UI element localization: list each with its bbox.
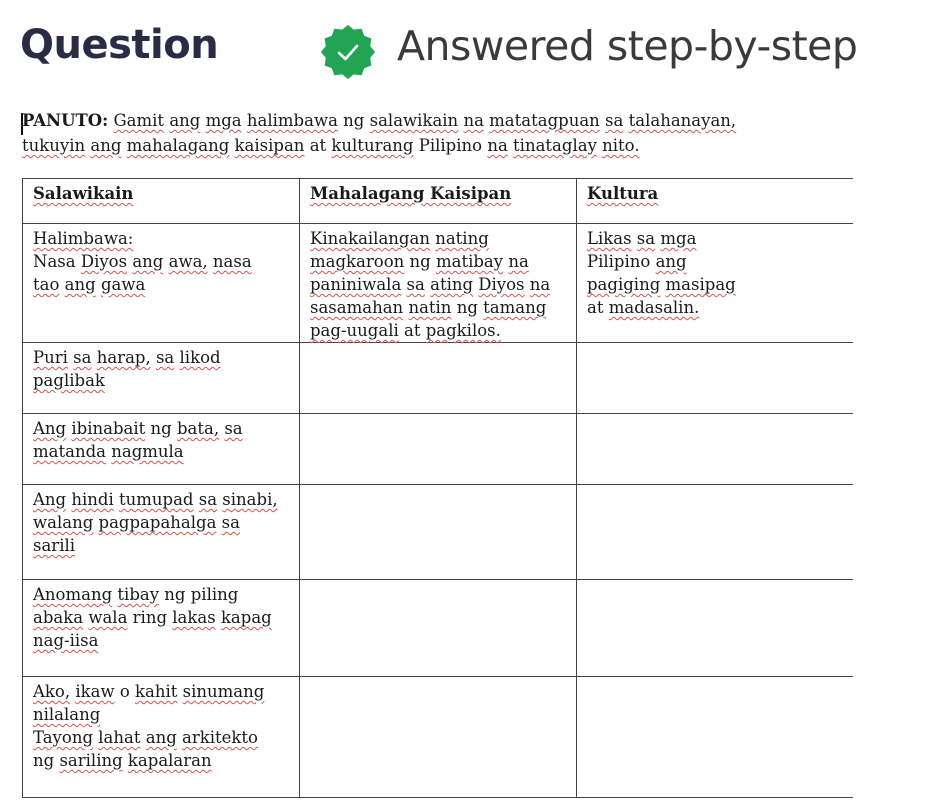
question-header <box>0 0 948 100</box>
word: wala <box>88 608 128 627</box>
example-kaisipan-cell <box>300 224 577 343</box>
example-row <box>23 224 853 343</box>
word: Gamit <box>113 111 165 130</box>
word: sa <box>73 348 92 367</box>
word: tamang <box>483 298 547 317</box>
word: ang <box>64 275 96 294</box>
word: madasalin. <box>608 298 700 317</box>
word: ring <box>132 608 168 627</box>
word: pagiging <box>587 275 661 294</box>
word: sa <box>155 348 175 367</box>
word: awa, <box>168 252 208 271</box>
table-row <box>23 677 853 798</box>
question-title: Question <box>20 22 219 68</box>
table-header-row <box>23 179 853 224</box>
text-line <box>310 273 566 296</box>
example-salawikain-cell <box>23 224 300 343</box>
example-kultura-cell <box>577 224 853 343</box>
word: Ang <box>33 490 67 509</box>
table-row <box>23 580 853 677</box>
text-line <box>33 726 289 749</box>
word: na <box>508 252 529 271</box>
word: ating <box>430 275 474 294</box>
word: na <box>463 111 484 130</box>
word: at <box>587 298 604 317</box>
word: paglibak <box>33 371 105 390</box>
word: sinumang <box>182 682 265 701</box>
word: nasa <box>212 252 252 271</box>
word: sa <box>605 111 624 130</box>
text-line <box>310 319 566 342</box>
word: ang <box>655 252 687 271</box>
salawikain-cell <box>23 580 300 677</box>
word: Diyos <box>80 252 128 271</box>
word: Diyos <box>478 275 525 294</box>
text-cursor <box>21 113 23 135</box>
word: matanda <box>33 442 106 461</box>
word: piling <box>190 585 239 604</box>
word: sarili <box>33 536 76 555</box>
text-line <box>33 250 289 273</box>
word: na <box>529 275 551 294</box>
word: sa <box>406 275 425 294</box>
word: ng <box>409 252 431 271</box>
word: Ako, <box>33 682 71 701</box>
word: hindi <box>71 490 114 509</box>
kultura-answer-cell[interactable] <box>577 677 853 798</box>
word: at <box>404 321 421 340</box>
word: mga <box>660 229 697 248</box>
salawikain-cell <box>23 485 300 580</box>
word: arkitekto <box>182 728 258 747</box>
word: kulturang <box>331 136 414 155</box>
kultura-answer-cell[interactable] <box>577 485 853 580</box>
word: Likas <box>587 229 632 248</box>
word: gawa <box>100 275 146 294</box>
word: abaka <box>33 608 84 627</box>
word: sa <box>636 229 656 248</box>
word: Anomang <box>33 585 113 604</box>
text-line <box>33 440 289 463</box>
kaisipan-answer-cell[interactable] <box>300 580 577 677</box>
word: kapag <box>220 608 272 627</box>
word: pag-uugali <box>310 321 399 340</box>
word: harap, <box>96 348 151 367</box>
salawikain-cell <box>23 343 300 414</box>
word: nag-iisa <box>33 631 99 650</box>
header-mahalagang-kaisipan: Mahalagang Kaisipan <box>300 179 577 224</box>
word: magkaroon <box>310 252 405 271</box>
word: sa <box>198 490 218 509</box>
word: nating <box>435 229 489 248</box>
verified-check-badge-icon <box>320 24 376 80</box>
word: Pilipino <box>587 252 651 271</box>
word: Tayong <box>33 728 94 747</box>
text-line <box>33 629 289 652</box>
word: ang <box>90 136 122 155</box>
text-line <box>33 583 289 606</box>
text-line <box>33 227 289 250</box>
answered-status-text: Answered step-by-step <box>397 22 858 70</box>
word: ibinabait <box>71 419 146 438</box>
word: salawikain <box>369 111 459 130</box>
word: nito. <box>602 136 640 155</box>
text-line <box>33 680 289 703</box>
word: sinabi, <box>222 490 278 509</box>
document-body <box>22 108 922 158</box>
kaisipan-answer-cell[interactable] <box>300 414 577 485</box>
header-kultura: Kultura <box>577 179 853 224</box>
word: Kinakailangan <box>310 229 430 248</box>
word: matatagpuan <box>489 111 600 130</box>
word: Ang <box>33 419 67 438</box>
word: Nasa <box>33 252 76 271</box>
salawikain-cell <box>23 414 300 485</box>
word: ang <box>145 728 177 747</box>
word: o <box>119 682 130 701</box>
instructions-text-2 <box>22 136 640 155</box>
text-line <box>33 606 289 629</box>
word: ang <box>132 252 164 271</box>
word: sa <box>224 419 243 438</box>
word: tinataglay <box>513 136 597 155</box>
word: ang <box>169 111 201 130</box>
word: mahalagang <box>126 136 230 155</box>
word: sasamahan <box>310 298 404 317</box>
word: nilalang <box>33 705 101 724</box>
kaisipan-answer-cell[interactable] <box>300 677 577 798</box>
word: tukuyin <box>22 136 86 155</box>
word: ng <box>456 298 478 317</box>
word: at <box>309 136 327 155</box>
header-salawikain: Salawikain <box>23 179 300 224</box>
table-row <box>23 414 853 485</box>
word: matibay <box>435 252 504 271</box>
word: sariling <box>59 751 123 770</box>
word: kaisipan <box>234 136 305 155</box>
word: paniniwala <box>310 275 402 294</box>
salawikain-cell <box>23 677 300 798</box>
word: ng <box>343 111 365 130</box>
word: bata, <box>176 419 220 438</box>
word: Puri <box>33 348 68 367</box>
kultura-answer-cell[interactable] <box>577 414 853 485</box>
instructions-label: PANUTO: <box>22 111 109 130</box>
word: tao <box>33 275 60 294</box>
word: nagmula <box>111 442 184 461</box>
word: pagkilos. <box>425 321 501 340</box>
word: lakas <box>172 608 216 627</box>
text-line <box>310 250 566 273</box>
word: ng <box>164 585 186 604</box>
word: kahit <box>135 682 178 701</box>
text-line <box>33 749 289 772</box>
word: Pilipino <box>418 136 483 155</box>
word: ng <box>150 419 172 438</box>
word: Halimbawa: <box>33 229 134 248</box>
kultura-answer-cell[interactable] <box>577 580 853 677</box>
text-line <box>33 417 289 440</box>
word: kapalaran <box>127 751 212 770</box>
word: tumupad <box>118 490 194 509</box>
proverbs-table <box>22 178 853 798</box>
text-line <box>310 227 566 250</box>
table-row <box>23 343 853 414</box>
text-line <box>33 534 289 557</box>
word: ng <box>33 751 55 770</box>
text-line <box>33 273 289 296</box>
word: masipag <box>665 275 736 294</box>
word: natin <box>408 298 452 317</box>
word: na <box>487 136 508 155</box>
word: tibay <box>117 585 160 604</box>
word: walang <box>33 513 94 532</box>
text-line <box>587 296 843 319</box>
text-line <box>587 227 843 250</box>
text-line <box>33 703 289 726</box>
word: pagpapahalga <box>98 513 217 532</box>
text-line <box>33 511 289 534</box>
word: ikaw <box>75 682 115 701</box>
text-line <box>310 296 566 319</box>
kaisipan-answer-cell[interactable] <box>300 343 577 414</box>
text-line <box>33 488 289 511</box>
word: likod <box>179 348 221 367</box>
instructions-line-2 <box>22 133 922 158</box>
instructions-text-1 <box>113 111 736 130</box>
text-line <box>33 346 289 369</box>
kultura-answer-cell[interactable] <box>577 343 853 414</box>
text-line <box>587 250 843 273</box>
table-row <box>23 485 853 580</box>
instructions-line-1 <box>22 108 922 133</box>
word: lahat <box>98 728 141 747</box>
word: halimbawa <box>246 111 338 130</box>
text-line <box>587 273 843 296</box>
word: talahanayan, <box>628 111 737 130</box>
word: mga <box>205 111 242 130</box>
kaisipan-answer-cell[interactable] <box>300 485 577 580</box>
text-line <box>33 369 289 392</box>
word: sa <box>221 513 240 532</box>
